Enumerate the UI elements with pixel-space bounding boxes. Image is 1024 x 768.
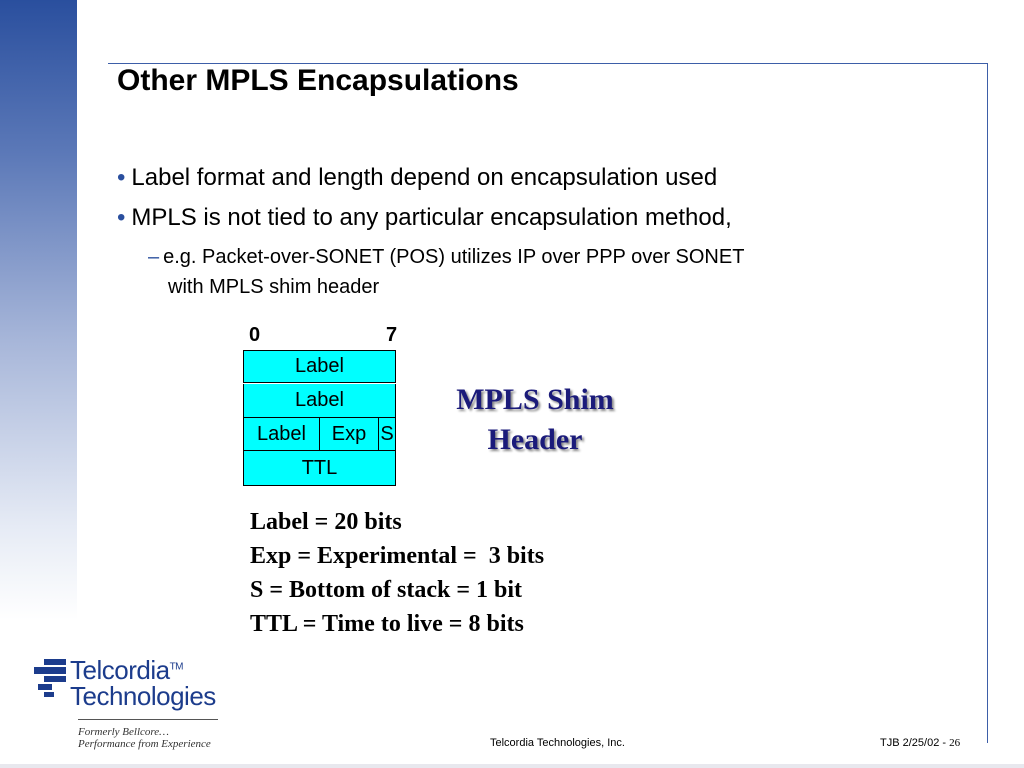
shim-row-label-2: Label	[243, 384, 396, 418]
shim-title-line2: Header	[487, 423, 583, 456]
slide-title: Other MPLS Encapsulations	[117, 64, 519, 97]
bit-start-label: 0	[249, 324, 261, 346]
logo-tagline-2: Performance from Experience	[78, 738, 211, 750]
bullet-1	[117, 164, 717, 192]
sidebar-gradient	[0, 0, 77, 620]
telcordia-logo	[30, 655, 230, 750]
shim-cell-s: S	[380, 422, 394, 445]
sub-bullet-line1: e.g. Packet-over-SONET (POS) utilizes IP over PPP over SONET	[163, 246, 745, 268]
logo-word-telcordia: Telcordia™	[70, 655, 184, 685]
bullet-dot-icon: •	[117, 164, 126, 191]
sub-bullet-line2: with MPLS shim header	[168, 276, 380, 298]
telcordia-mark-icon	[30, 657, 70, 702]
field-definitions	[250, 505, 544, 641]
footer-author-date: TJB 2/25/02 -	[880, 737, 950, 749]
bottom-rule	[0, 764, 1024, 768]
shim-row-label-1: Label	[243, 350, 396, 383]
shim-row-3	[243, 418, 396, 451]
shim-title-line1: MPLS Shim	[456, 383, 614, 416]
bullet-dot-icon: •	[117, 204, 126, 231]
definition-ttl: TTL = Time to live = 8 bits	[250, 611, 524, 637]
footer-slide-info	[880, 737, 960, 749]
definition-label: Label = 20 bits	[250, 509, 402, 535]
logo-tagline-1: Formerly Bellcore…	[78, 726, 169, 738]
trademark-mark: TM	[169, 661, 184, 673]
definition-exp: Exp = Experimental = 3 bits	[250, 543, 545, 569]
logo-divider	[78, 719, 218, 720]
shim-cell-label: Label	[244, 418, 320, 450]
shim-cell-exp: Exp	[320, 418, 379, 450]
bullet-2-text: MPLS is not tied to any particular encapsulation method,	[131, 204, 732, 231]
definition-s: S = Bottom of stack = 1 bit	[250, 577, 523, 603]
shim-row-ttl: TTL	[243, 451, 396, 486]
dash-icon: –	[148, 246, 160, 268]
footer-company: Telcordia Technologies, Inc.	[490, 737, 625, 749]
right-rule	[987, 63, 988, 743]
logo-word-technologies: Technologies	[70, 681, 216, 711]
page-number: 26	[949, 737, 961, 749]
bit-end-label: 7	[386, 324, 398, 346]
shim-header-title	[430, 380, 640, 460]
bullet-1-text: Label format and length depend on encapsulation used	[131, 164, 718, 191]
bullet-2	[117, 204, 732, 232]
sub-bullet	[148, 242, 744, 302]
